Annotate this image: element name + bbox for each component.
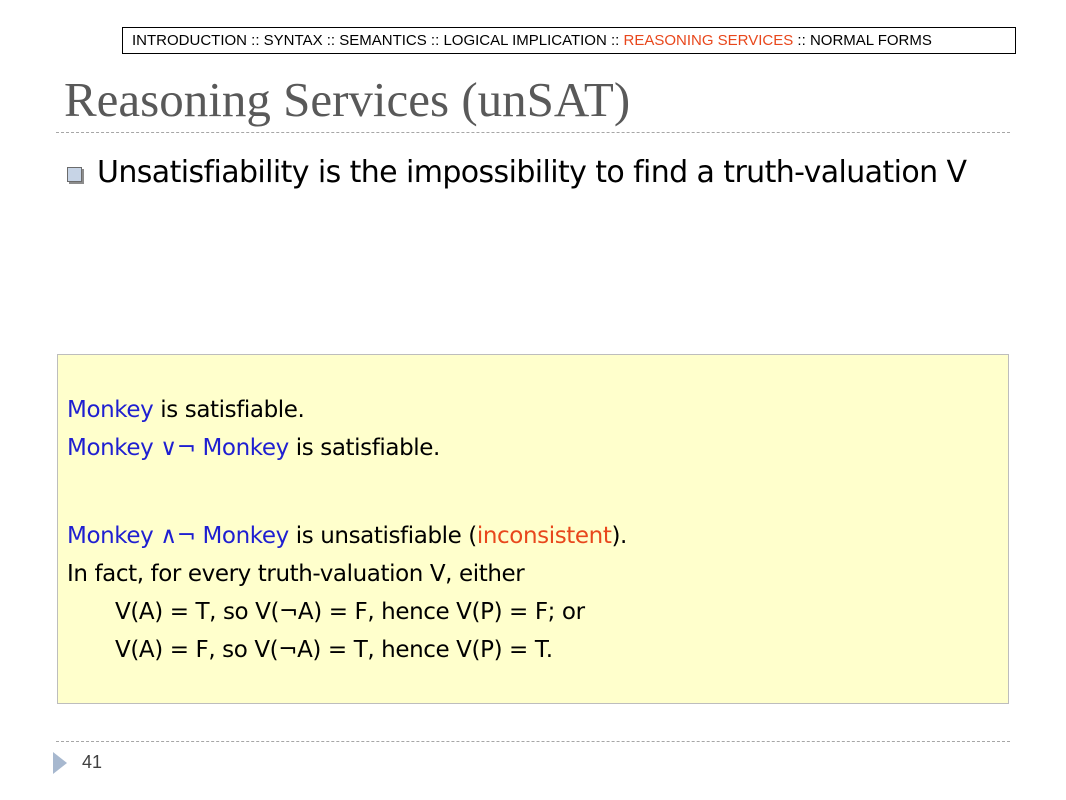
breadcrumb-separator: :: [247,32,264,49]
footer-divider [56,741,1010,742]
callout-line-5: V(A) = T, so V(¬A) = F, hence V(P) = F; or [115,599,585,625]
breadcrumb-item-normal-forms[interactable]: NORMAL FORMS [809,32,932,49]
slide-title: Reasoning Services (unSAT) [64,72,631,127]
breadcrumb-item-logical-implication[interactable]: LOGICAL IMPLICATION [443,32,607,49]
breadcrumb-item-semantics[interactable]: SEMANTICS [339,32,427,49]
breadcrumb-separator: :: [322,32,340,49]
callout-term: Monkey ∨¬ Monkey [67,435,289,461]
breadcrumb-item-introduction[interactable]: INTRODUCTION [132,32,247,49]
page-number: 41 [82,752,103,772]
callout-text: is satisfiable. [288,435,440,461]
breadcrumb-item-syntax[interactable]: SYNTAX [263,32,323,49]
callout-term: Monkey ∧¬ Monkey [67,523,289,549]
callout-line-2 [67,429,1008,467]
breadcrumb [122,27,1016,54]
callout-text: is unsatisfiable ( [288,523,477,549]
callout-spacer [67,467,1008,517]
breadcrumb-separator: :: [426,32,444,49]
callout-line-3 [67,517,1008,555]
callout-text: ). [611,523,627,549]
breadcrumb-separator: :: [793,32,810,49]
bullet-text: Unsatisfiability is the impossibility to find a truth-valuation V [97,155,967,190]
triangle-arrow-icon [53,752,67,774]
breadcrumb-item-reasoning-services[interactable]: REASONING SERVICES [623,32,794,49]
title-divider [56,132,1010,133]
callout-line-6: V(A) = F, so V(¬A) = T, hence V(P) = T. [115,637,553,663]
callout-line-4: In fact, for every truth-valuation V, either [67,561,525,587]
callout-term: Monkey [67,397,154,423]
callout-text: is satisfiable. [153,397,305,423]
breadcrumb-separator: :: [606,32,624,49]
example-callout-box [57,354,1009,704]
callout-line-1 [67,391,1008,429]
callout-highlight: inconsistent [476,523,612,549]
square-bullet-icon [67,167,82,182]
